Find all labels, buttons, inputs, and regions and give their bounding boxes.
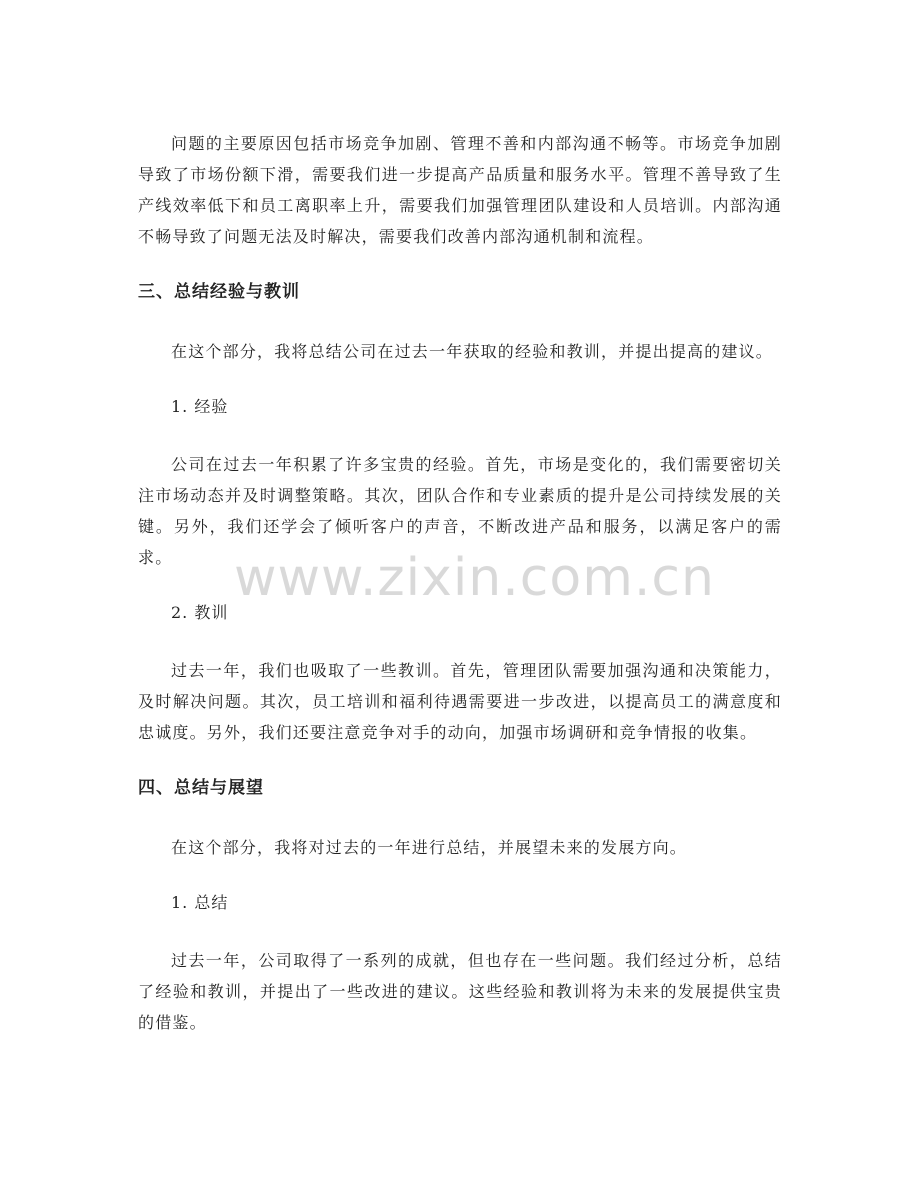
subheading-summary: 1. 总结 xyxy=(171,893,229,912)
paragraph-lessons: 过去一年，我们也吸取了一些教训。首先，管理团队需要加强沟通和决策能力，及时解决问题。其次，员工培训和福利待遇需要进一步改进，以提高员工的满意度和忠诚度。另外，我们还要注意竞争对手的动向，加强市场调研和竞争情报的收集。 xyxy=(138,661,782,742)
paragraph-experience: 公司在过去一年积累了许多宝贵的经验。首先，市场是变化的，我们需要密切关注市场动态并及时调整策略。其次，团队合作和专业素质的提升是公司持续发展的关键。另外，我们还学会了倾听客户的声音，不断改进产品和服务，以满足客户的需求。 xyxy=(138,455,782,567)
subheading-experience: 1. 经验 xyxy=(171,397,229,416)
watermark-text: www.zixin.com.cn xyxy=(234,548,715,608)
section-heading-4: 四、总结与展望 xyxy=(138,778,264,798)
subheading-lessons: 2. 教训 xyxy=(171,603,229,622)
section-heading-3: 三、总结经验与教训 xyxy=(138,282,300,302)
paragraph-problem-causes: 问题的主要原因包括市场竞争加剧、管理不善和内部沟通不畅等。市场竞争加剧导致了市场份额下滑，需要我们进一步提高产品质量和服务水平。管理不善导致了生产线效率低下和员工离职率上升，需要我们加强管理团队建设和人员培训。内部沟通不畅导致了问题无法及时解决，需要我们改善内部沟通机制和流程。 xyxy=(138,134,782,246)
paragraph-section3-intro: 在这个部分，我将总结公司在过去一年获取的经验和教训，并提出提高的建议。 xyxy=(171,342,774,361)
document-page xyxy=(138,128,782,1064)
paragraph-summary: 过去一年，公司取得了一系列的成就，但也存在一些问题。我们经过分析，总结了经验和教训，并提出了一些改进的建议。这些经验和教训将为未来的发展提供宝贵的借鉴。 xyxy=(138,951,782,1032)
paragraph-section4-intro: 在这个部分，我将对过去的一年进行总结，并展望未来的发展方向。 xyxy=(171,838,688,857)
